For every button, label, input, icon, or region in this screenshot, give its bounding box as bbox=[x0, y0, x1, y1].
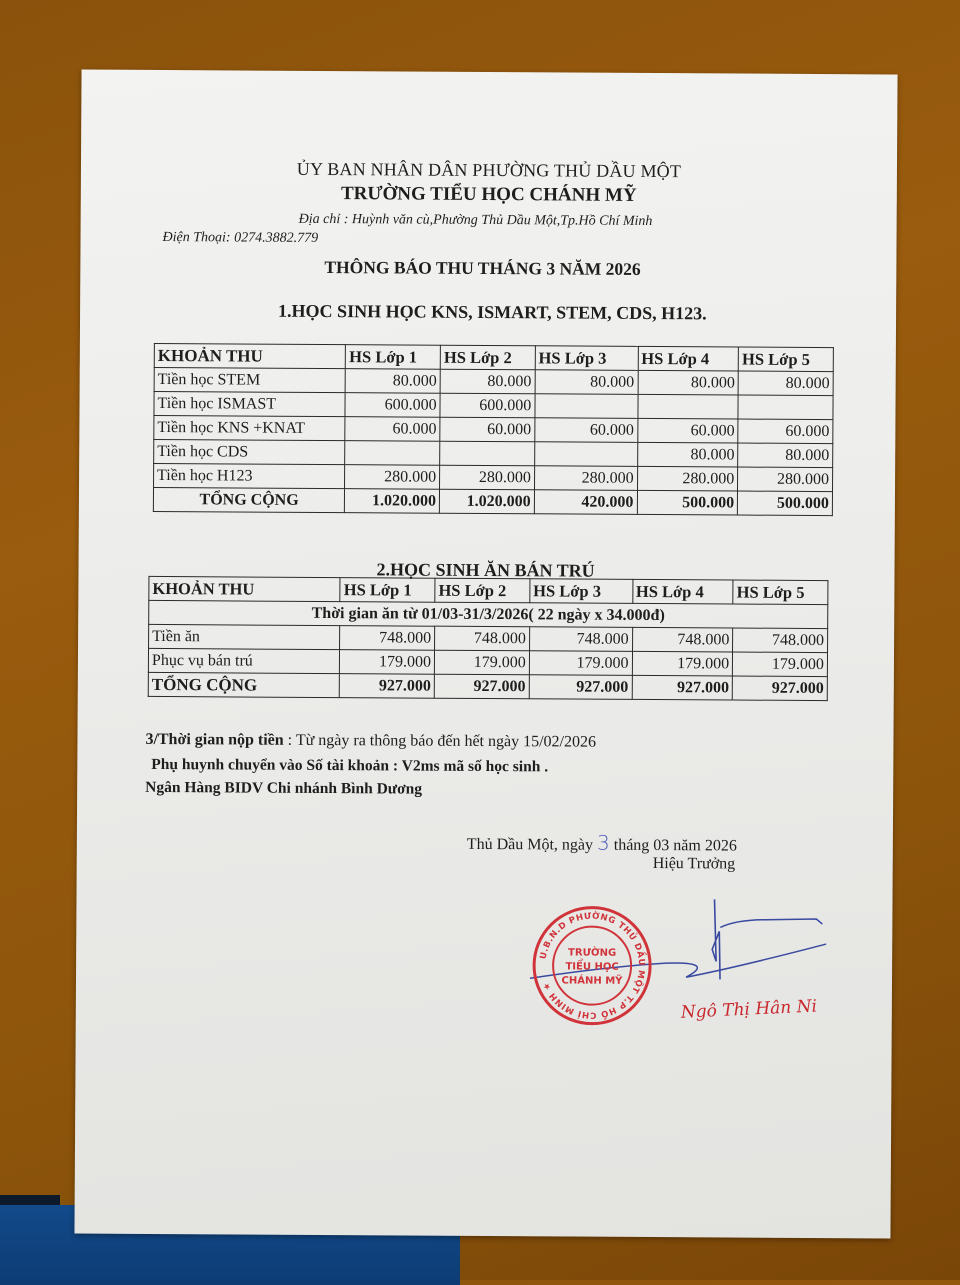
cell-value: 60.000 bbox=[637, 418, 738, 443]
cell-value: 748.000 bbox=[529, 627, 632, 652]
bank-info: Ngân Hàng BIDV Chi nhánh Bình Dương bbox=[145, 778, 423, 798]
total-value: 927.000 bbox=[529, 675, 632, 700]
total-value: 927.000 bbox=[632, 675, 733, 700]
cell-value: 60.000 bbox=[738, 419, 833, 444]
total-value: 927.000 bbox=[434, 674, 529, 699]
payment-deadline-text: : Từ ngày ra thông báo đến hết ngày 15/02/2026 bbox=[283, 731, 597, 751]
table-row bbox=[154, 367, 833, 395]
cell-value: 179.000 bbox=[340, 650, 435, 675]
cell-value: 600.000 bbox=[440, 393, 535, 418]
cell-value: 280.000 bbox=[637, 466, 738, 491]
cell-value: 80.000 bbox=[440, 369, 535, 394]
total-value: 500.000 bbox=[738, 491, 833, 516]
cell-value: 280.000 bbox=[440, 465, 535, 490]
column-header: HS Lớp 5 bbox=[738, 347, 833, 372]
table-total-row bbox=[153, 487, 832, 515]
cell-value bbox=[534, 442, 637, 467]
section2-title: 2.HỌC SINH ĂN BÁN TRÚ bbox=[376, 559, 595, 581]
table-tuition bbox=[153, 343, 834, 516]
date-prefix: Thủ Dầu Một, ngày bbox=[466, 835, 594, 854]
cell-value: 80.000 bbox=[535, 370, 638, 395]
column-header: HS Lớp 3 bbox=[535, 346, 638, 371]
column-header: HS Lớp 5 bbox=[733, 580, 828, 605]
notice-title: THÔNG BÁO THU THÁNG 3 NĂM 2026 bbox=[324, 257, 641, 279]
cell-value: 280.000 bbox=[345, 465, 440, 490]
handwritten-day: 3 bbox=[596, 830, 610, 855]
signer-name: Ngô Thị Hân Ni bbox=[680, 996, 818, 1023]
total-label: TỔNG CỘNG bbox=[148, 672, 340, 697]
cell-value: 80.000 bbox=[638, 370, 739, 395]
cell-value bbox=[535, 394, 638, 419]
column-header: KHOẢN THU bbox=[149, 576, 341, 601]
row-label: Phục vụ bán trú bbox=[148, 648, 340, 673]
cell-value: 179.000 bbox=[434, 650, 529, 675]
cell-value bbox=[738, 395, 833, 420]
cell-value: 748.000 bbox=[632, 627, 733, 652]
total-value: 1.020.000 bbox=[439, 489, 534, 514]
meal-period: Thời gian ăn từ 01/03-31/3/2026( 22 ngày x 34.000đ) bbox=[149, 600, 828, 628]
row-label: Tiền học ISMAST bbox=[154, 391, 346, 416]
authority-heading: ỦY BAN NHÂN DÂN PHƯỜNG THỦ DẦU MỘT bbox=[296, 158, 682, 182]
school-phone: Điện Thoại: 0274.3882.779 bbox=[162, 230, 319, 246]
cell-value: 748.000 bbox=[435, 626, 530, 651]
signer-role: Hiệu Trưởng bbox=[652, 855, 736, 873]
cell-value: 80.000 bbox=[738, 443, 833, 468]
date-suffix: tháng 03 năm 2026 bbox=[613, 836, 737, 855]
cell-value: 179.000 bbox=[733, 652, 828, 677]
cell-value: 80.000 bbox=[637, 442, 738, 467]
total-value: 1.020.000 bbox=[345, 489, 440, 514]
column-header: HS Lớp 3 bbox=[530, 579, 633, 604]
school-seal bbox=[531, 904, 654, 1027]
cell-value: 80.000 bbox=[738, 371, 833, 396]
section1-title: 1.HỌC SINH HỌC KNS, ISMART, STEM, CDS, H123. bbox=[278, 300, 707, 324]
cell-value bbox=[345, 441, 440, 466]
row-label: Tiền học CDS bbox=[154, 439, 346, 464]
table-row bbox=[154, 415, 833, 443]
payment-deadline-label: 3/Thời gian nộp tiền bbox=[145, 730, 284, 749]
row-label: Tiền học STEM bbox=[154, 367, 346, 392]
table-header-row bbox=[154, 343, 833, 371]
cell-value bbox=[440, 441, 535, 466]
school-name: TRƯỜNG TIỂU HỌC CHÁNH MỸ bbox=[340, 183, 637, 206]
column-header: HS Lớp 4 bbox=[638, 346, 739, 371]
cell-value: 600.000 bbox=[345, 393, 440, 418]
cell-value: 280.000 bbox=[534, 466, 637, 491]
table-total-row bbox=[148, 672, 827, 700]
cell-value: 60.000 bbox=[345, 417, 440, 442]
row-label: Tiền học KNS +KNAT bbox=[154, 415, 346, 440]
cell-value: 179.000 bbox=[632, 651, 733, 676]
cell-value: 748.000 bbox=[733, 628, 828, 653]
total-value: 420.000 bbox=[534, 490, 637, 515]
cell-value bbox=[637, 394, 738, 419]
table-header-row bbox=[149, 576, 828, 604]
payment-deadline bbox=[145, 731, 596, 752]
column-header: HS Lớp 4 bbox=[632, 579, 733, 604]
svg-text:CHÁNH MỸ: CHÁNH MỸ bbox=[561, 975, 623, 987]
total-value: 927.000 bbox=[732, 676, 827, 701]
total-label: TỔNG CỘNG bbox=[153, 487, 345, 512]
total-value: 500.000 bbox=[637, 490, 738, 515]
transfer-instruction: Phụ huynh chuyển vào Số tài khoản : V2ms mã số học sinh . bbox=[151, 755, 549, 776]
column-header: HS Lớp 2 bbox=[435, 578, 530, 603]
column-header: HS Lớp 1 bbox=[340, 578, 435, 603]
table-row bbox=[154, 391, 833, 419]
table-meals bbox=[148, 576, 829, 701]
signing-date bbox=[467, 830, 737, 856]
cell-value: 60.000 bbox=[440, 417, 535, 442]
table-row bbox=[148, 648, 827, 676]
cell-value: 179.000 bbox=[529, 651, 632, 676]
svg-text:TIỂU HỌC: TIỂU HỌC bbox=[565, 961, 619, 973]
row-label: Tiền ăn bbox=[149, 624, 341, 649]
cell-value: 748.000 bbox=[340, 626, 435, 651]
column-header: HS Lớp 1 bbox=[346, 345, 441, 370]
cell-value: 80.000 bbox=[346, 369, 441, 394]
svg-text:U.B.N.D PHƯỜNG THỦ DẦU MỘT T.P: U.B.N.D PHƯỜNG THỦ DẦU MỘT T.P HỒ CHÍ MINH ★ bbox=[538, 911, 647, 1020]
cell-value: 280.000 bbox=[738, 467, 833, 492]
column-header: KHOẢN THU bbox=[154, 343, 346, 368]
cell-value: 60.000 bbox=[535, 418, 638, 443]
school-address: Địa chỉ : Huỳnh văn cù,Phường Thủ Dầu Một,Tp.Hồ Chí Minh bbox=[298, 211, 653, 230]
svg-text:TRƯỜNG: TRƯỜNG bbox=[568, 947, 617, 959]
row-label: Tiền học H123 bbox=[154, 463, 346, 488]
column-header: HS Lớp 2 bbox=[440, 345, 535, 370]
total-value: 927.000 bbox=[340, 674, 435, 699]
document-paper bbox=[74, 70, 897, 1239]
